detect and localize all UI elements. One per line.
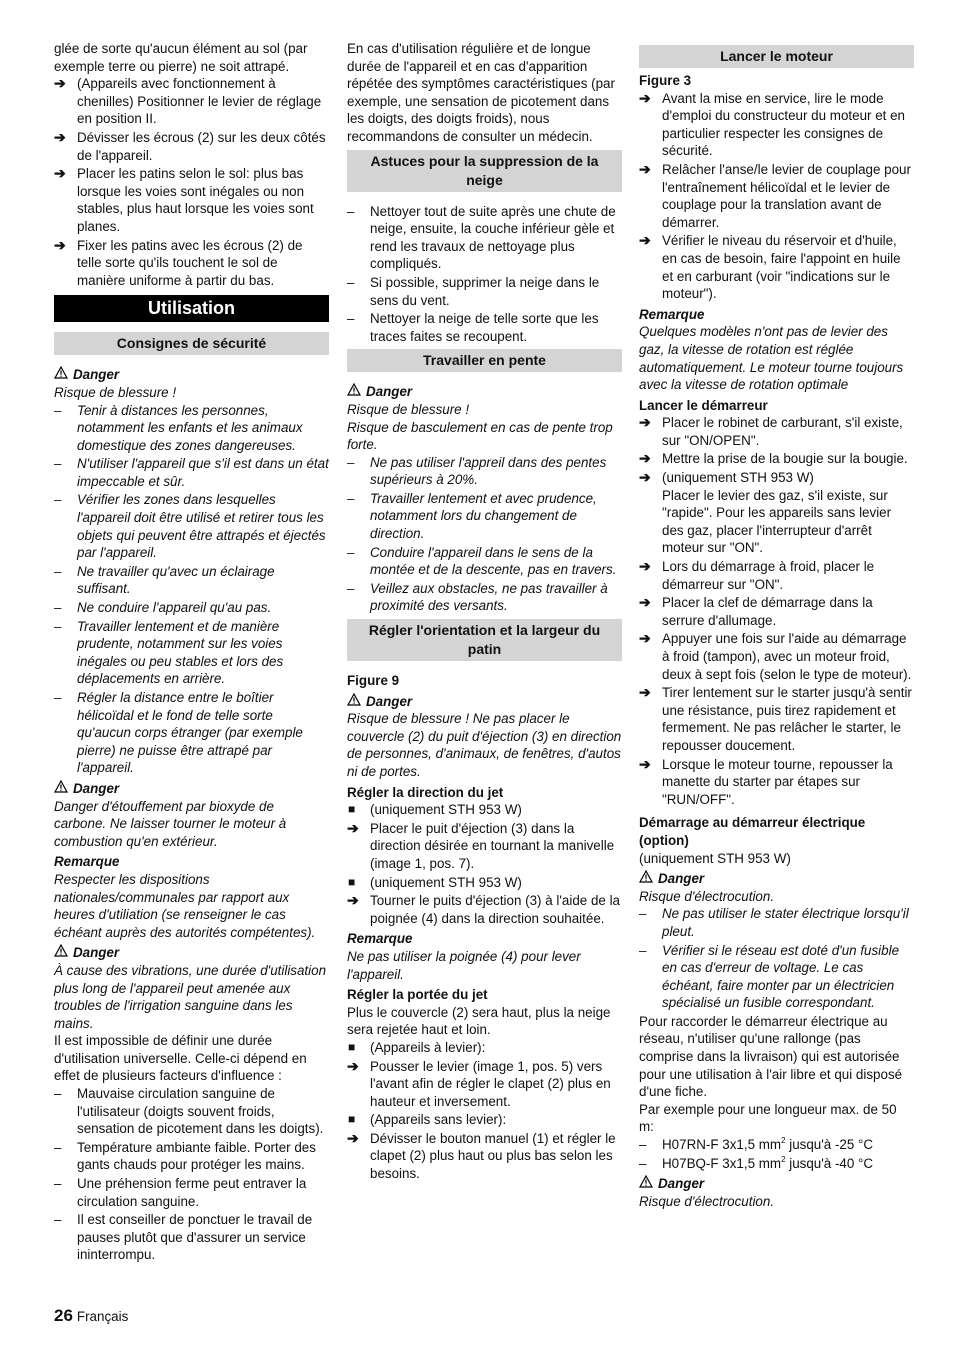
- list-item: – Vérifier les zones dans lesquelles l'appareil doit être utilisé et retirer tous les objets qui peuvent être attrapés et éjectés par l'appareil.: [54, 492, 326, 561]
- remarque-text: Quelques modèles n'ont pas de levier des gaz, la vitesse de rotation est réglée automatiquement. Le moteur tourne toujours avec la vitesse de rotation optimale: [639, 324, 904, 393]
- step-item: ➔ Lorsque le moteur tourne, repousser la manette du starter par étapes sur "RUN/OFF".: [639, 755, 893, 807]
- list-item: ■ (uniquement STH 953 W): [348, 874, 522, 890]
- arrow-icon: ➔: [639, 684, 651, 701]
- paragraph: En cas d'utilisation régulière et de longue durée de l'appareil et en cas d'apparition répétée des symptômes caractéristiques (par exemple, une sensation de picotement dans les doigts, des doigts froids), nous recommandons de consulter un médecin.: [347, 41, 615, 144]
- step-item: ➔ Tirer lentement sur le starter jusqu'à sentir une résistance, puis tirez rapidement et fermement. Ne pas relâcher le starter, le repousser doucement.: [639, 684, 912, 753]
- list-item: – Ne travailler qu'avec un éclairage suffisant.: [54, 563, 275, 597]
- list-item: – Une préhension ferme peut entraver la circulation sanguine.: [54, 1176, 307, 1209]
- list-item: ■ (Appareils sans levier):: [348, 1112, 507, 1128]
- subsection-title: Astuces pour la suppression de la neige: [347, 150, 622, 192]
- list-item: – H07RN-F 3x1,5 $mm^2$ jusqu'à -25 °C: [639, 1136, 874, 1153]
- step-item: ➔ Vérifier le niveau du réservoir et d'huile, en cas de besoin, faire l'appoint en huile et en carburant (voir "indications sur le moteur").: [639, 232, 901, 302]
- step-item: ➔ Mettre la prise de la bougie sur la bougie.: [639, 450, 908, 467]
- step-item: ➔ Lors du démarrage à froid, placer le démarreur sur "ON".: [639, 558, 875, 592]
- remarque-label: Remarque: [347, 931, 413, 947]
- figure-reference: Figure 9: [347, 673, 400, 689]
- list-item: – Température ambiante faible. Porter des gants chauds pour protéger les mains.: [54, 1139, 316, 1173]
- danger-text: Risque de blessure !: [54, 384, 177, 400]
- paragraph: Par exemple pour une longueur max. de 50 m:: [639, 1101, 897, 1135]
- danger-label: Danger: [639, 870, 914, 888]
- heading: Lancer le démarreur: [639, 397, 768, 413]
- arrow-icon: ➔: [347, 892, 359, 909]
- list-item: – Si possible, supprimer la neige dans le sens du vent.: [347, 274, 600, 308]
- step-item: ➔ Placer le robinet de carburant, s'il existe, sur "ON/OPEN".: [639, 414, 903, 448]
- bullet-square-icon: ■: [348, 1039, 356, 1054]
- warning-icon: [54, 780, 68, 798]
- warning-icon: [347, 693, 361, 711]
- subsection-title: Consignes de sécurité: [54, 332, 329, 355]
- danger-text: Danger d'étouffement par bioxyde de carbone. Ne laisser tourner le moteur à combustion qu'en extérieur.: [54, 798, 287, 849]
- heading: Régler la portée du jet: [347, 987, 488, 1003]
- step-item: ➔ Dévisser le bouton manuel (1) et régler le clapet (2) plus haut ou plus bas selon les besoins.: [347, 1129, 616, 1182]
- arrow-icon: ➔: [54, 128, 66, 145]
- arrow-icon: ➔: [639, 469, 651, 486]
- paragraph: glée de sorte qu'aucun élément au sol (par exemple terre ou pierre) ne soit attrapé.: [54, 41, 308, 74]
- list-item: – Veillez aux obstacles, ne pas travailler à proximité des versants.: [347, 580, 608, 614]
- list-item: – Il est conseiller de ponctuer le travail de pauses plutôt que d'assurer un service ininterrompu.: [54, 1212, 313, 1263]
- list-item: – Travailler lentement et avec prudence, notamment lors du changement de direction.: [347, 490, 597, 542]
- arrow-icon: ➔: [639, 630, 651, 647]
- list-item: – Ne conduire l'appareil qu'au pas.: [54, 600, 272, 616]
- step-item: ➔ Relâcher l'anse/le levier de couplage pour l'entraînement hélicoïdal et le levier de couplage pour la translation avant de démarrer.: [639, 160, 911, 230]
- warning-icon: [639, 1175, 653, 1193]
- arrow-icon: ➔: [639, 755, 651, 772]
- list-item: – Vérifier si le réseau est doté d'un fusible en cas d'erreur de voltage. Le cas échéant, faire monter par un électricien spécialisé un fusible correspondant.: [639, 942, 900, 1011]
- step-item: ➔ Placer les patins selon le sol: plus bas lorsque les voies sont inégales ou non stables, plus haut lorsque les voies sont planes.: [54, 165, 314, 234]
- arrow-icon: ➔: [639, 414, 651, 431]
- warning-icon: [54, 944, 68, 962]
- remarque-text: Ne pas utiliser la poignée (4) pour lever l'appareil.: [347, 948, 581, 982]
- list-item: – H07BQ-F 3x1,5 $mm^2$ jusqu'à -40 °C: [639, 1154, 874, 1171]
- danger-label: Danger: [347, 383, 622, 401]
- list-item: – Tenir à distances les personnes, notamment les enfants et les animaux domestique des zones dangereuses.: [54, 402, 303, 453]
- danger-text: Risque de blessure ! Ne pas placer le couvercle (2) du puit d'éjection (3) en direction de personnes, d'animaux, de fenêtres, d'autos ni de portes.: [347, 711, 622, 779]
- warning-icon: [639, 870, 653, 888]
- step-item: ➔ Fixer les patins avec les écrous (2) de telle sorte qu'ils touchent le sol de manière uniforme à partir du bas.: [54, 236, 303, 288]
- arrow-icon: ➔: [347, 819, 359, 836]
- danger-label: Danger: [347, 693, 622, 711]
- arrow-icon: ➔: [54, 75, 66, 92]
- step-item: ➔ Appuyer une fois sur l'aide au démarrage à froid (tampon), avec un moteur froid, deux à sept fois (selon le type de moteur).: [639, 630, 912, 682]
- arrow-icon: ➔: [347, 1057, 359, 1074]
- list-item: – Travailler lentement et de manière prudente, notamment sur les voies inégales ou peu stables et lors des déplacements en arrière.: [54, 618, 284, 687]
- bullet-square-icon: ■: [348, 802, 356, 817]
- warning-icon: [54, 366, 68, 384]
- danger-text: Risque de blessure !: [347, 401, 470, 417]
- subsection-title: Régler l'orientation et la largeur du patin: [347, 619, 622, 661]
- list-item: – Nettoyer tout de suite après une chute de neige, ensuite, la couche inférieur gèle et rend les travaux de nettoyage plus compliqués.: [347, 203, 616, 272]
- arrow-icon: ➔: [639, 450, 651, 467]
- list-item: – Mauvaise circulation sanguine de l'utilisateur (doigts souvent froids, sensation de picotement dans les doigts).: [54, 1086, 324, 1137]
- subsection-title: Lancer le moteur: [639, 45, 914, 68]
- list-item: – N'utiliser l'appareil que s'il est dans un état impeccable et sûr.: [54, 456, 329, 489]
- step-item: ➔ (Appareils avec fonctionnement à chenilles) Positionner le levier de réglage en position II.: [54, 75, 322, 127]
- step-item: ➔ Placer le puit d'éjection (3) dans la direction désirée en tournant la manivelle (image 1, pos. 7).: [347, 819, 615, 871]
- figure-reference: Figure 3: [639, 73, 692, 88]
- arrow-icon: ➔: [639, 594, 651, 611]
- arrow-icon: ➔: [639, 232, 651, 249]
- step-item: ➔ (uniquement STH 953 W) Placer le levier des gaz, s'il existe, sur "rapide". Pour les appareils sans levier des gaz, placer l'interrupteur d'arrêt moteur sur "ON".: [639, 469, 892, 556]
- arrow-icon: ➔: [639, 89, 651, 106]
- subsection-title: Travailler en pente: [347, 349, 622, 372]
- arrow-icon: ➔: [639, 160, 651, 177]
- step-item: ➔ Pousser le levier (image 1, pos. 5) vers l'avant afin de régler le clapet (2) plus en hauteur et inversement.: [347, 1057, 611, 1109]
- list-item: – Ne pas utiliser le stater électrique lorsqu'il pleut.: [639, 906, 909, 939]
- heading: Démarrage au démarreur électrique (option): [639, 815, 866, 848]
- danger-label: Danger: [639, 1175, 914, 1193]
- warning-icon: [347, 383, 361, 401]
- danger-label: Danger: [54, 944, 329, 962]
- list-item: ■ (uniquement STH 953 W): [348, 802, 522, 818]
- remarque-text: Respecter les dispositions nationales/communales par rapport aux heures d'utiliation (se renseigner le cas échéant auprès des autorités compétentes).: [54, 871, 316, 940]
- arrow-icon: ➔: [54, 165, 66, 182]
- heading: Régler la direction du jet: [347, 784, 504, 800]
- paragraph: (uniquement STH 953 W): [639, 850, 791, 866]
- page-footer: [54, 1307, 128, 1326]
- list-item: – Ne pas utiliser l'appreil dans des pentes supérieurs à 20%.: [347, 454, 607, 488]
- bullet-square-icon: ■: [348, 874, 356, 889]
- danger-text: Risque d'électrocution.: [639, 888, 775, 904]
- arrow-icon: ➔: [54, 236, 66, 253]
- language-label: Français: [76, 1309, 129, 1324]
- danger-text: Risque de basculement en cas de pente trop forte.: [347, 419, 613, 453]
- bullet-square-icon: ■: [348, 1112, 356, 1127]
- danger-text: À cause des vibrations, une durée d'utilisation plus long de l'appareil peut amenée aux troubles de l'irrigation sanguine dans les mains.: [54, 962, 327, 1031]
- step-item: ➔ Tourner le puits d'éjection (3) à l'aide de la poignée (4) dans la direction souhaitée.: [347, 892, 621, 926]
- list-item: – Conduire l'appareil dans le sens de la montée et de la descente, pas en travers.: [347, 544, 617, 578]
- list-item: ■ (Appareils à levier):: [348, 1039, 486, 1055]
- danger-label: Danger: [54, 780, 329, 798]
- column-2: [347, 40, 622, 1184]
- remarque-label: Remarque: [54, 854, 120, 870]
- remarque-label: Remarque: [639, 306, 705, 322]
- step-item: ➔ Dévisser les écrous (2) sur les deux côtés de l'appareil.: [54, 128, 326, 163]
- arrow-icon: ➔: [639, 558, 651, 575]
- paragraph: Il est impossible de définir une durée d'utilisation universelle. Celle-ci dépend en effet de plusieurs facteurs d'influence :: [54, 1033, 307, 1084]
- column-1: [54, 40, 329, 1265]
- step-item: ➔ Placer la clef de démarrage dans la serrure d'allumage.: [639, 594, 873, 628]
- section-title: Utilisation: [54, 295, 329, 322]
- arrow-icon: ➔: [347, 1129, 359, 1146]
- step-item: ➔ Avant la mise en service, lire le mode d'emploi du constructeur du moteur et en particulier respecter les consignes de sécurité.: [639, 89, 905, 159]
- paragraph: Pour raccorder le démarreur électrique au réseau, n'utiliser qu'une rallonge (pas comprise dans la livraison) qui est autorisée pour une utilisation à l'air libre et qui disposé d'une fiche.: [639, 1013, 903, 1100]
- column-3: [639, 40, 914, 1210]
- danger-label: Danger: [54, 366, 329, 384]
- page-number: 26: [54, 1306, 73, 1325]
- list-item: – Régler la distance entre le boîtier hélicoïdal et le fond de telle sorte qu'aucun corps étranger (par exemple pierre) ne puisse être attrapé par l'appareil.: [54, 690, 303, 776]
- list-item: – Nettoyer la neige de telle sorte que les traces faites se recoupent.: [347, 311, 599, 344]
- paragraph: Plus le couvercle (2) sera haut, plus la neige sera rejetée haut et loin.: [347, 1004, 611, 1038]
- danger-text: Risque d'électrocution.: [639, 1193, 775, 1209]
